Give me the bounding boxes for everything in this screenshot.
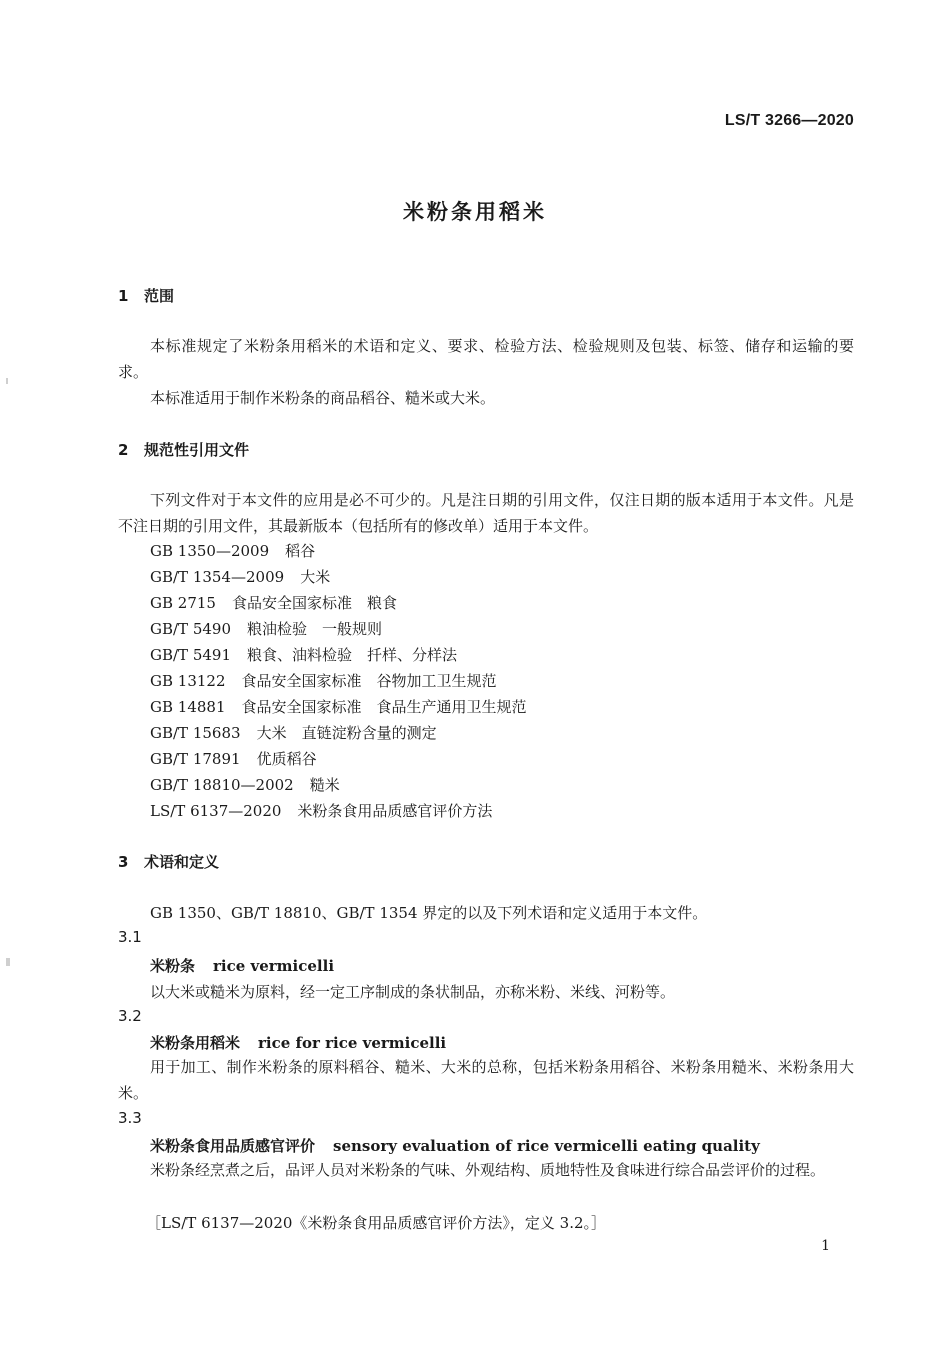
reference-item — [150, 592, 397, 613]
section-2-heading — [118, 439, 249, 460]
scan-mark — [6, 378, 8, 384]
term-zh: 米粉条食用品质感官评价 — [150, 1137, 316, 1155]
scan-mark — [6, 958, 10, 966]
term-zh: 米粉条 — [150, 957, 196, 975]
section-intro: GB 1350、GB/T 18810、GB/T 1354 界定的以及下列术语和定义适用于本文件。 — [150, 904, 708, 922]
reference-code: GB 13122 — [150, 672, 226, 690]
term-en: rice vermicelli — [213, 957, 335, 975]
reference-code: GB 2715 — [150, 594, 216, 612]
paragraph: 本标准适用于制作米粉条的商品稻谷、糙米或大米。 — [150, 389, 496, 407]
reference-item — [150, 722, 437, 743]
reference-code: LS/T 6137—2020 — [150, 802, 282, 820]
reference-item — [150, 774, 340, 795]
reference-item — [150, 540, 315, 561]
reference-code: GB/T 15683 — [150, 724, 241, 742]
reference-item — [150, 566, 330, 587]
term-heading — [150, 1135, 760, 1156]
reference-code: GB 14881 — [150, 698, 226, 716]
section-title: 术语和定义 — [144, 853, 220, 871]
section-title: 范围 — [144, 287, 175, 305]
reference-code: GB/T 17891 — [150, 750, 241, 768]
section-number: 1 — [118, 287, 129, 305]
term-heading — [150, 1032, 446, 1053]
page-number: 1 — [821, 1238, 830, 1254]
reference-item — [150, 800, 492, 821]
term-source-note: ［LS/T 6137—2020《米粉条食用品质感官评价方法》，定义 3.2。］ — [146, 1214, 607, 1232]
term-definition: 用于加工、制作米粉条的原料稻谷、糙米、大米的总称，包括米粉条用稻谷、米粉条用糙米、米粉条用大米。 — [118, 1058, 854, 1102]
reference-title: 大米 — [300, 568, 331, 586]
term-en: sensory evaluation of rice vermicelli eating quality — [333, 1137, 760, 1155]
standard-code: LS/T 3266—2020 — [724, 112, 854, 129]
section-1-heading — [118, 285, 174, 306]
reference-title: 食品安全国家标准 谷物加工卫生规范 — [241, 672, 497, 690]
term-en: rice for rice vermicelli — [258, 1034, 447, 1052]
clause-number: 3.1 — [118, 928, 142, 946]
reference-code: GB/T 5490 — [150, 620, 232, 638]
paragraph: 下列文件对于本文件的应用是必不可少的。凡是注日期的引用文件，仅注日期的版本适用于本文件。凡是不注日期的引用文件，其最新版本（包括所有的修改单）适用于本文件。 — [118, 491, 854, 535]
reference-title: 粮油检验 一般规则 — [247, 620, 383, 638]
section-3-heading — [118, 851, 219, 872]
clause-number: 3.2 — [118, 1007, 142, 1025]
clause-number: 3.3 — [118, 1109, 142, 1127]
reference-code: GB/T 18810—2002 — [150, 776, 294, 794]
term-definition: 米粉条经烹煮之后，品评人员对米粉条的气味、外观结构、质地特性及食味进行综合品尝评价的过程。 — [150, 1161, 826, 1179]
reference-title: 米粉条食用品质感官评价方法 — [297, 802, 493, 820]
reference-code: GB/T 5491 — [150, 646, 232, 664]
paragraph: 本标准规定了米粉条用稻米的术语和定义、要求、检验方法、检验规则及包装、标签、储存和运输的要求。 — [118, 337, 854, 381]
reference-title: 食品安全国家标准 粮食 — [231, 594, 397, 612]
reference-title: 优质稻谷 — [256, 750, 317, 768]
reference-item — [150, 748, 317, 769]
term-heading — [150, 955, 334, 976]
reference-code: GB 1350—2009 — [150, 542, 270, 560]
term-zh: 米粉条用稻米 — [150, 1034, 241, 1052]
reference-item — [150, 670, 497, 691]
section-number: 3 — [118, 853, 129, 871]
reference-title: 大米 直链淀粉含量的测定 — [256, 724, 437, 742]
reference-item — [150, 696, 527, 717]
reference-title: 粮食、油料检验 扦样、分样法 — [247, 646, 458, 664]
reference-item — [150, 644, 457, 665]
term-definition: 以大米或糙米为原料，经一定工序制成的条状制品，亦称米粉、米线、河粉等。 — [150, 983, 676, 1001]
reference-title: 食品安全国家标准 食品生产通用卫生规范 — [241, 698, 527, 716]
reference-title: 稻谷 — [285, 542, 316, 560]
reference-code: GB/T 1354—2009 — [150, 568, 285, 586]
document-title: 米粉条用稻米 — [403, 200, 547, 224]
section-title: 规范性引用文件 — [144, 441, 250, 459]
reference-item — [150, 618, 382, 639]
section-number: 2 — [118, 441, 129, 459]
reference-title: 糙米 — [309, 776, 340, 794]
